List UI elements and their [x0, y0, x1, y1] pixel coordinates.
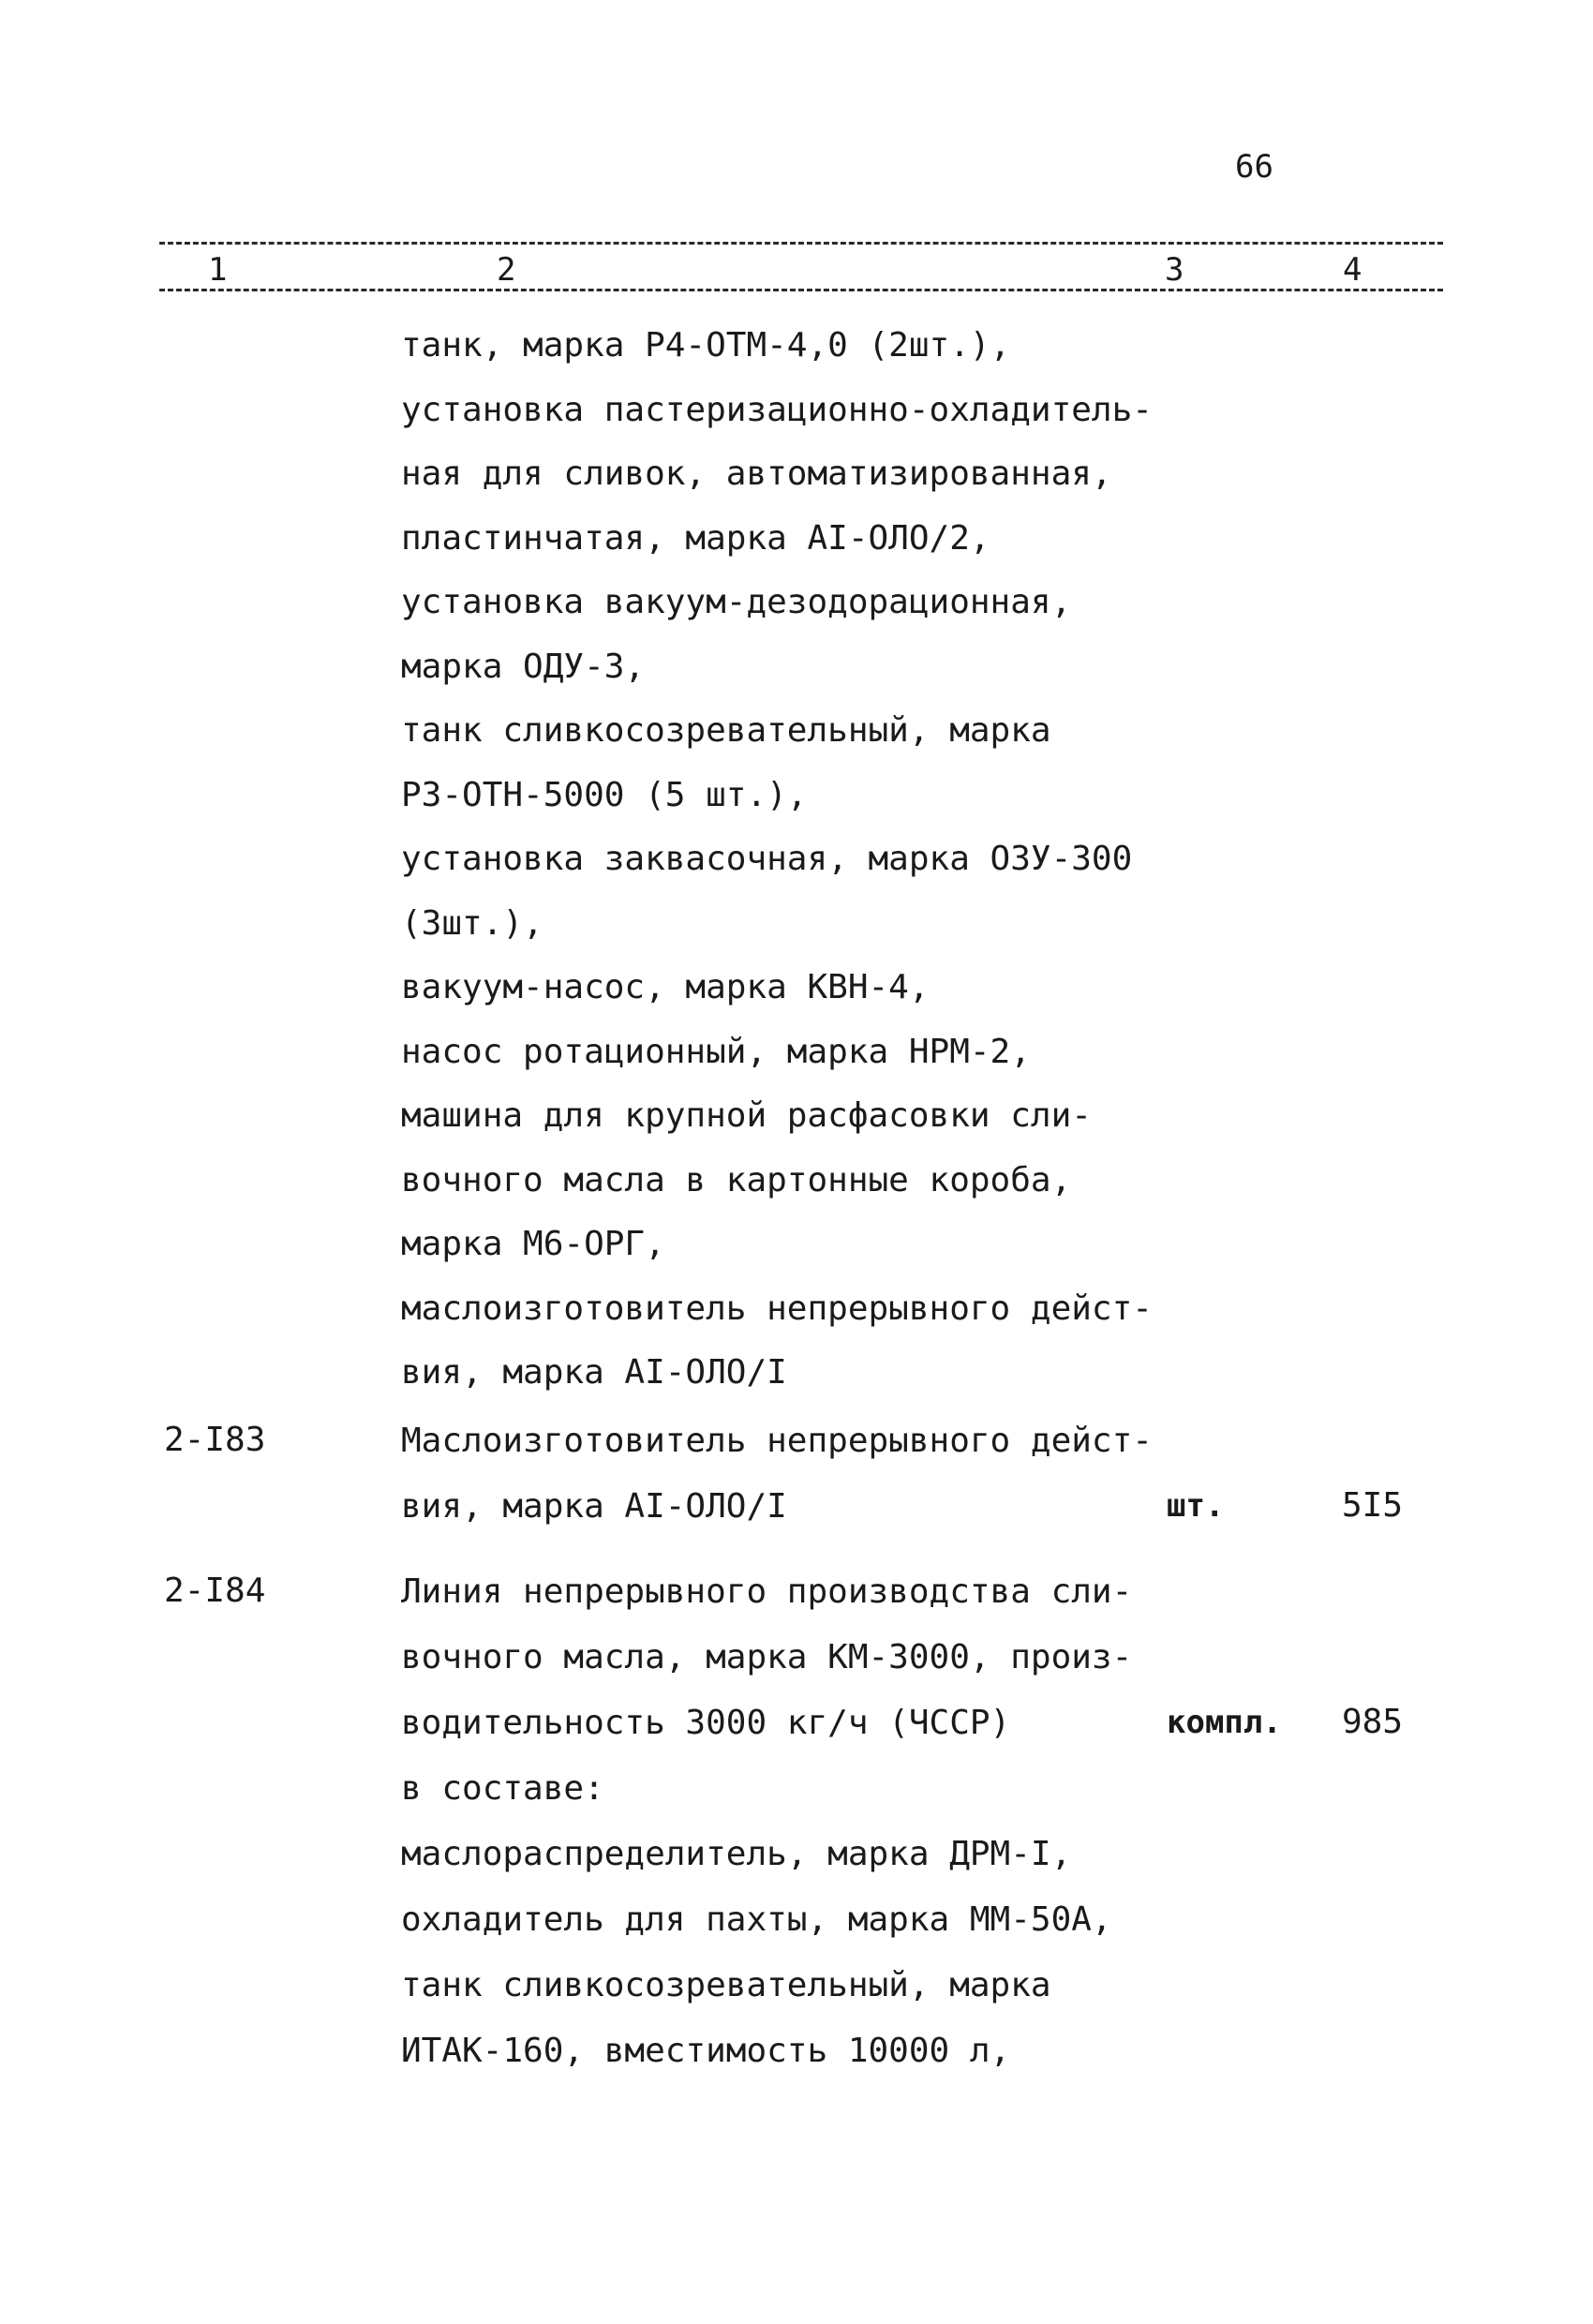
column-4-number: 4	[1343, 251, 1362, 289]
text-line: вакуум-насос, марка КВН-4,	[401, 968, 930, 1006]
header-top-rule	[159, 242, 1443, 245]
text-line: танк, марка Р4-ОТМ-4,0 (2шт.),	[401, 326, 1011, 365]
text-line: марка ОДУ-3,	[401, 647, 646, 686]
text-line: Линия непрерывного производства сли-	[401, 1572, 1133, 1611]
entry-unit: шт.	[1167, 1487, 1225, 1525]
entry-unit: компл.	[1167, 1704, 1282, 1741]
entry-price: 5I5	[1342, 1486, 1404, 1525]
entry-code: 2-I83	[164, 1421, 266, 1459]
text-line: маслораспределитель, марка ДРМ-I,	[401, 1835, 1072, 1873]
text-line: Р3-ОТН-5000 (5 шт.),	[401, 775, 808, 814]
text-line: установка вакуум-дезодорационная,	[401, 583, 1072, 621]
text-line: вия, марка АI-ОЛО/I	[401, 1353, 787, 1392]
entry-price: 985	[1342, 1703, 1404, 1741]
text-line: установка пастеризационно-охладитель-	[401, 390, 1153, 429]
column-3-number: 3	[1165, 251, 1184, 289]
text-line: маслоизготовитель непрерывного дейст-	[401, 1289, 1153, 1328]
continuation-text	[401, 314, 1153, 1406]
text-line: (3шт.),	[401, 903, 543, 943]
text-line: пластинчатая, марка АI-ОЛО/2,	[401, 518, 990, 558]
column-2-number: 2	[497, 251, 516, 289]
text-line: машина для крупной расфасовки сли-	[401, 1096, 1092, 1135]
text-line: ная для сливок, автоматизированная,	[401, 454, 1112, 493]
text-line: насос ротационный, марка НРМ-2,	[401, 1032, 1031, 1071]
text-line: в составе:	[401, 1769, 604, 1808]
text-line: Маслоизготовитель непрерывного дейст-	[401, 1422, 1153, 1460]
entry-code: 2-I84	[164, 1572, 266, 1610]
text-line: вия, марка АI-ОЛО/I	[401, 1487, 787, 1526]
text-line: водительность 3000 кг/ч (ЧССР)	[401, 1704, 1011, 1742]
text-line: вочного масла, марка КМ-3000, произ-	[401, 1638, 1133, 1676]
text-line: вочного масла в картонные короба,	[401, 1160, 1072, 1199]
text-line: установка заквасочная, марка ОЗУ-300	[401, 840, 1133, 878]
page-number: 66	[1235, 148, 1273, 186]
entry-description	[401, 1408, 1153, 1540]
text-line: марка М6-ОРГ,	[401, 1225, 665, 1263]
text-line: танк сливкосозревательный, марка	[401, 711, 1051, 750]
text-line: ИТАК-160, вместимость 10000 л,	[401, 2032, 1011, 2070]
header-bottom-rule	[159, 289, 1443, 291]
column-1-number: 1	[208, 251, 228, 289]
entry-description	[401, 1559, 1132, 2084]
text-line: охладитель для пахты, марка ММ-50А,	[401, 1900, 1112, 1939]
text-line: танк сливкосозревательный, марка	[401, 1966, 1051, 2004]
